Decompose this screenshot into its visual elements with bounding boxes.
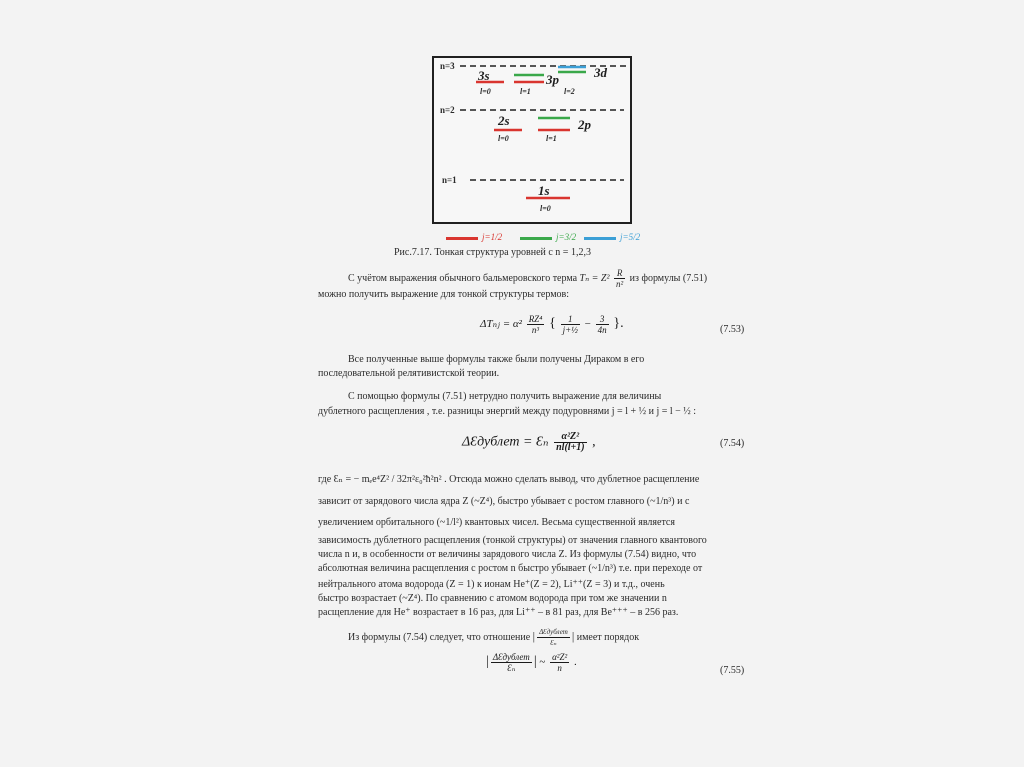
minus: − [584,318,591,331]
paragraph-4-line-3: увеличением орбитального (~1/l²) квантовых чисел. Весьма существенной является [318,517,675,528]
l-2s: l=0 [498,134,509,143]
paragraph-3-line-2: дублетного расщепления , т.е. разницы энергий между подуровнями j = l + ½ и j = l − ½ : [318,406,697,417]
energy-level-diagram [434,58,630,222]
text: Из формулы (7.54) следует, что отношение [348,631,531,643]
legend-label: j=3/2 [556,232,577,242]
equation-7-55 [486,652,577,673]
comma: , [592,434,596,450]
label-n3: n=3 [440,61,455,71]
paragraph-4-line-9: расщепление для He⁺ возрастает в 16 раз, для Li⁺⁺ – в 81 раз, для Be⁺⁺⁺ – в 256 раз. [318,607,679,618]
equation-7-53 [480,314,624,335]
brace-open: { [549,316,556,332]
l-3p: l=1 [520,87,531,96]
frac-den: Ɛₙ [507,663,516,673]
energy-level-figure [432,56,632,224]
legend-swatch [584,237,616,240]
orbital-3p: 3p [546,72,559,87]
fraction [596,314,609,335]
l-3d: l=2 [564,87,575,96]
frac-num: ΔƐдублет [492,652,530,662]
fraction [537,627,570,648]
fraction [614,268,625,289]
frac-num: ΔƐдублет [539,628,568,636]
equation-number: (7.54) [720,438,745,449]
text: С учётом выражения обычного бальмеровского терма [348,272,578,284]
paragraph-4-line-2: зависит от зарядового числа ядра Z (~Z⁴), быстро убывает с ростом главного (~1/n³) и с [318,496,690,507]
frac-num: α²Z² [552,652,568,662]
l-2p: l=1 [546,134,557,143]
frac-den: nl(l+1) [556,442,585,453]
frac-den: 4n [597,325,607,335]
text: из формулы (7.51) [629,272,708,284]
paragraph-4-line-8: быстро возрастает (~Z⁴). По сравнению с атомом водорода при том же значении n [318,593,667,604]
paragraph-2-line-1: Все полученные выше формулы также были получены Дираком в его [348,354,645,365]
figure-caption: Рис.7.17. Тонкая структура уровней с n = 1,2,3 [394,247,591,258]
text: имеет порядок [576,631,640,643]
sim: ~ [539,656,546,669]
orbital-2p: 2p [578,117,591,132]
frac-den: n³ [531,325,540,335]
period: . [573,656,577,669]
label-n2: n=2 [440,105,455,115]
paragraph-4-line-4: зависимость дублетного расщепления (тонкой структуры) от значения главного квантового [318,535,707,546]
orbital-3d: 3d [594,65,607,80]
fraction [550,652,569,673]
frac-den: n [557,663,562,673]
paragraph-4-line-5: числа n и, в особенности от величины зарядового числа Z. Из формулы (7.54) видно, что [318,549,697,560]
legend-label: j=1/2 [482,232,503,242]
legend-swatch [446,237,478,240]
abs-bar: | [486,654,489,670]
frac-den: Ɛₙ [550,639,557,647]
abs-bar: | [532,628,536,643]
legend-label: j=5/2 [620,232,641,242]
equation-7-54 [462,432,596,453]
eq-left: ΔƐдублет = Ɛₙ [462,434,549,450]
label-n1: n=1 [442,175,457,185]
frac-den: n² [615,279,624,289]
legend-swatch [520,237,552,240]
brace-close: }. [613,316,624,332]
abs-bar: | [533,654,537,670]
paragraph-4-line-6: абсолютная величина расщепления с ростом n быстро убывает (~1/n³) т.е. при переходе от [318,563,703,574]
paragraph-3-line-1: С помощью формулы (7.51) нетрудно получить выражение для величины [348,391,662,402]
eq-left: ΔTₙⱼ = α² [480,318,522,331]
frac-num: R [614,268,625,279]
fraction [491,652,532,673]
frac-num: RZ⁴ [528,314,543,324]
l-1s: l=0 [540,204,551,213]
equation-number: (7.55) [720,665,745,676]
term-formula: Tₙ = Z² [579,272,610,284]
fraction [561,314,580,335]
paragraph-1-line-2: можно получить выражение для тонкой структуры термов: [318,289,570,300]
paragraph-1-line-1 [348,268,707,289]
paragraph-4-line-1: где Ɛₙ = − mₑe⁴Z² / 32π²ε₀²ħ²n² . Отсюда можно сделать вывод, что дублетное расщепление [318,474,700,485]
paragraph-4-line-7: нейтрального атома водорода (Z = 1) к ионам He⁺(Z = 2), Li⁺⁺(Z = 3) и т.д., очень [318,579,665,590]
fraction [554,432,586,453]
equation-number: (7.53) [720,324,745,335]
paragraph-2-line-2: последовательной релятивистской теории. [318,368,500,379]
l-3s: l=0 [480,87,491,96]
frac-num: 1 [561,314,580,325]
frac-den: j+½ [562,325,578,335]
frac-num: α²Z² [554,432,586,443]
frac-num: 3 [596,314,609,325]
orbital-1s: 1s [538,183,550,198]
abs-bar: | [571,628,575,643]
orbital-3s: 3s [478,68,490,83]
paragraph-5-line-1 [348,627,639,648]
fraction [527,314,545,335]
orbital-2s: 2s [498,113,510,128]
